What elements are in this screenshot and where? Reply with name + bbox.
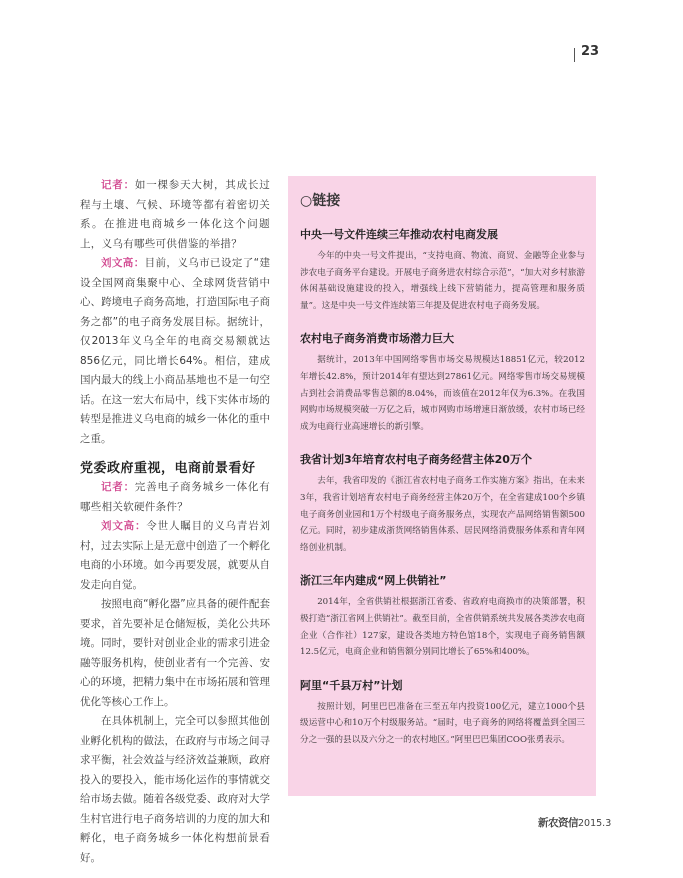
sidebar-section — [300, 451, 585, 556]
question-2-text: 完善电子商务城乡一体化有哪些相关软硬件条件？ — [80, 481, 270, 513]
answer-2-paragraph-2: 按照电商“孵化器”应具备的硬件配套要求，首先要补足仓储短板，美化公共环境。同时，要针对创业企业的需求引进金融等服务机构，使创业者有一个完善、安心的环境，把精力集中在市场拓展和管理优化等核心工作上。 — [80, 598, 270, 708]
sidebar-section-body: 今年的中央一号文件提出，“支持电商、物流、商贸、金融等企业参与涉农电子商务平台建设。开展电子商务进农村综合示范”，“加大对乡村旅游休闲基础设施建设的投入，增强线上线下营销能力，提高管理和服务质量”。这是中央一号文件连续第三年提及促进农村电子商务发展。 — [300, 251, 585, 311]
section-heading: 党委政府重视，电商前景看好 — [80, 461, 256, 476]
question-1 — [80, 176, 270, 254]
sidebar-section-body: 据统计，2013年中国网络零售市场交易规模达18851亿元，较2012年增长42.8%，预计2014年有望达到27861亿元。网络零售市场交易规模占到社会消费品零售总额的8.04%，而该值在2012年仅为6.3%。在我国网购市场规模突破一万亿之后，城市网购市场增速日渐放缓，农村市场已经成为电商行业高速增长的新引擎。 — [300, 355, 585, 432]
sidebar-section — [300, 226, 585, 314]
sidebar-section-heading: 农村电子商务消费市场潜力巨大 — [300, 332, 454, 346]
sidebar-section-heading: 中央一号文件连续三年推动农村电商发展 — [300, 228, 498, 241]
sidebar-sections — [300, 226, 585, 764]
interviewee-label: 刘文高： — [101, 520, 147, 532]
page-number-divider — [574, 48, 575, 62]
answer-1-text: 目前，义乌市已设定了“建设全国网商集聚中心、全球网货营销中心、跨境电子商务高地，打造国际电子商务之都”的电子商务发展目标。据统计，仅2013年义乌全年的电商交易额就达856亿元，同比增长64%。相信，建成国内最大的线上小商品基地也不是一句空话。在这一宏大布局中，线下实体市场的转型是推进义乌电商的城乡一体化的重中之重。 — [80, 257, 270, 445]
magazine-footer — [538, 815, 611, 830]
answer-1 — [80, 254, 270, 449]
sidebar-section — [300, 330, 585, 435]
sidebar-section-body: 2014年，全省供销社根据浙江省委、省政府电商换市的决策部署，积极打造“浙江省网上供销社”。截至目前，全省供销系统共发展各类涉农电商企业（合作社）127家，建设各类地方特色馆18个，实现电子商务销售额12.5亿元，电商企业和销售额分别同比增长了65%和400%。 — [300, 597, 585, 658]
question-2 — [80, 478, 270, 517]
answer-2-text: 令世人瞩目的义乌青岩刘村，过去实际上是无意中创造了一个孵化电商的小环境。如今再要发展，就要从自发走向自觉。 — [80, 520, 271, 591]
page-number: 23 — [581, 44, 600, 59]
sidebar-section — [300, 572, 585, 660]
reporter-label: 记者： — [101, 481, 135, 493]
sidebar-section-heading: 我省计划3年培育农村电子商务经营主体20万个 — [300, 453, 532, 467]
interviewee-label: 刘文高： — [101, 257, 145, 269]
sidebar-section-heading: 浙江三年内建成“网上供销社” — [300, 574, 447, 588]
answer-2-paragraph-3: 在具体机制上，完全可以参照其他创业孵化机构的做法，在政府与市场之间寻求平衡，社会效益与经济效益兼顾，政府投入的要投入，能市场化运作的事情就交给市场去做。随着各级党委、政府对大学生村官进行电子商务培训的力度的加大和孵化，电子商务城乡一体化构想前景看好。 — [80, 715, 270, 864]
sidebar-section-body: 按照计划，阿里巴巴准备在三至五年内投资100亿元，建立1000个县级运营中心和10万个村级服务站。“届时，电子商务的网络将覆盖到全国三分之一强的县以及六分之一的农村地区。”阿里巴巴集团COO张勇表示。 — [300, 701, 585, 745]
issue-number: 2015.3 — [578, 818, 612, 829]
interview-column — [80, 176, 270, 868]
answer-2 — [80, 517, 270, 595]
sidebar-title-text: 链接 — [312, 193, 341, 209]
magazine-logo: 新农资信 — [538, 817, 578, 829]
sidebar-section — [300, 677, 585, 749]
link-sidebar — [288, 176, 596, 796]
question-1-text: 如一棵参天大树，其成长过程与土壤、气候、环境等都有着密切关系。在推进电商城乡一体化这个问题上，义乌有哪些可供借鉴的举措？ — [80, 179, 270, 250]
circle-icon: ○ — [300, 193, 313, 209]
sidebar-section-heading: 阿里“千县万村”计划 — [300, 678, 403, 692]
reporter-label: 记者： — [101, 179, 135, 191]
sidebar-section-body: 去年，我省印发的《浙江省农村电子商务工作实施方案》指出，在未来3年，我省计划培育农村电子商务经营主体20万个，在全省建成100个乡镇电子商务创业园和1万个村级电子商务服务点，实现农产品网络销售额500亿元。同时，初步建成浙货网络销售体系、居民网络消费服务体系和青年网络创业机制。 — [300, 476, 585, 553]
sidebar-title — [300, 190, 340, 210]
